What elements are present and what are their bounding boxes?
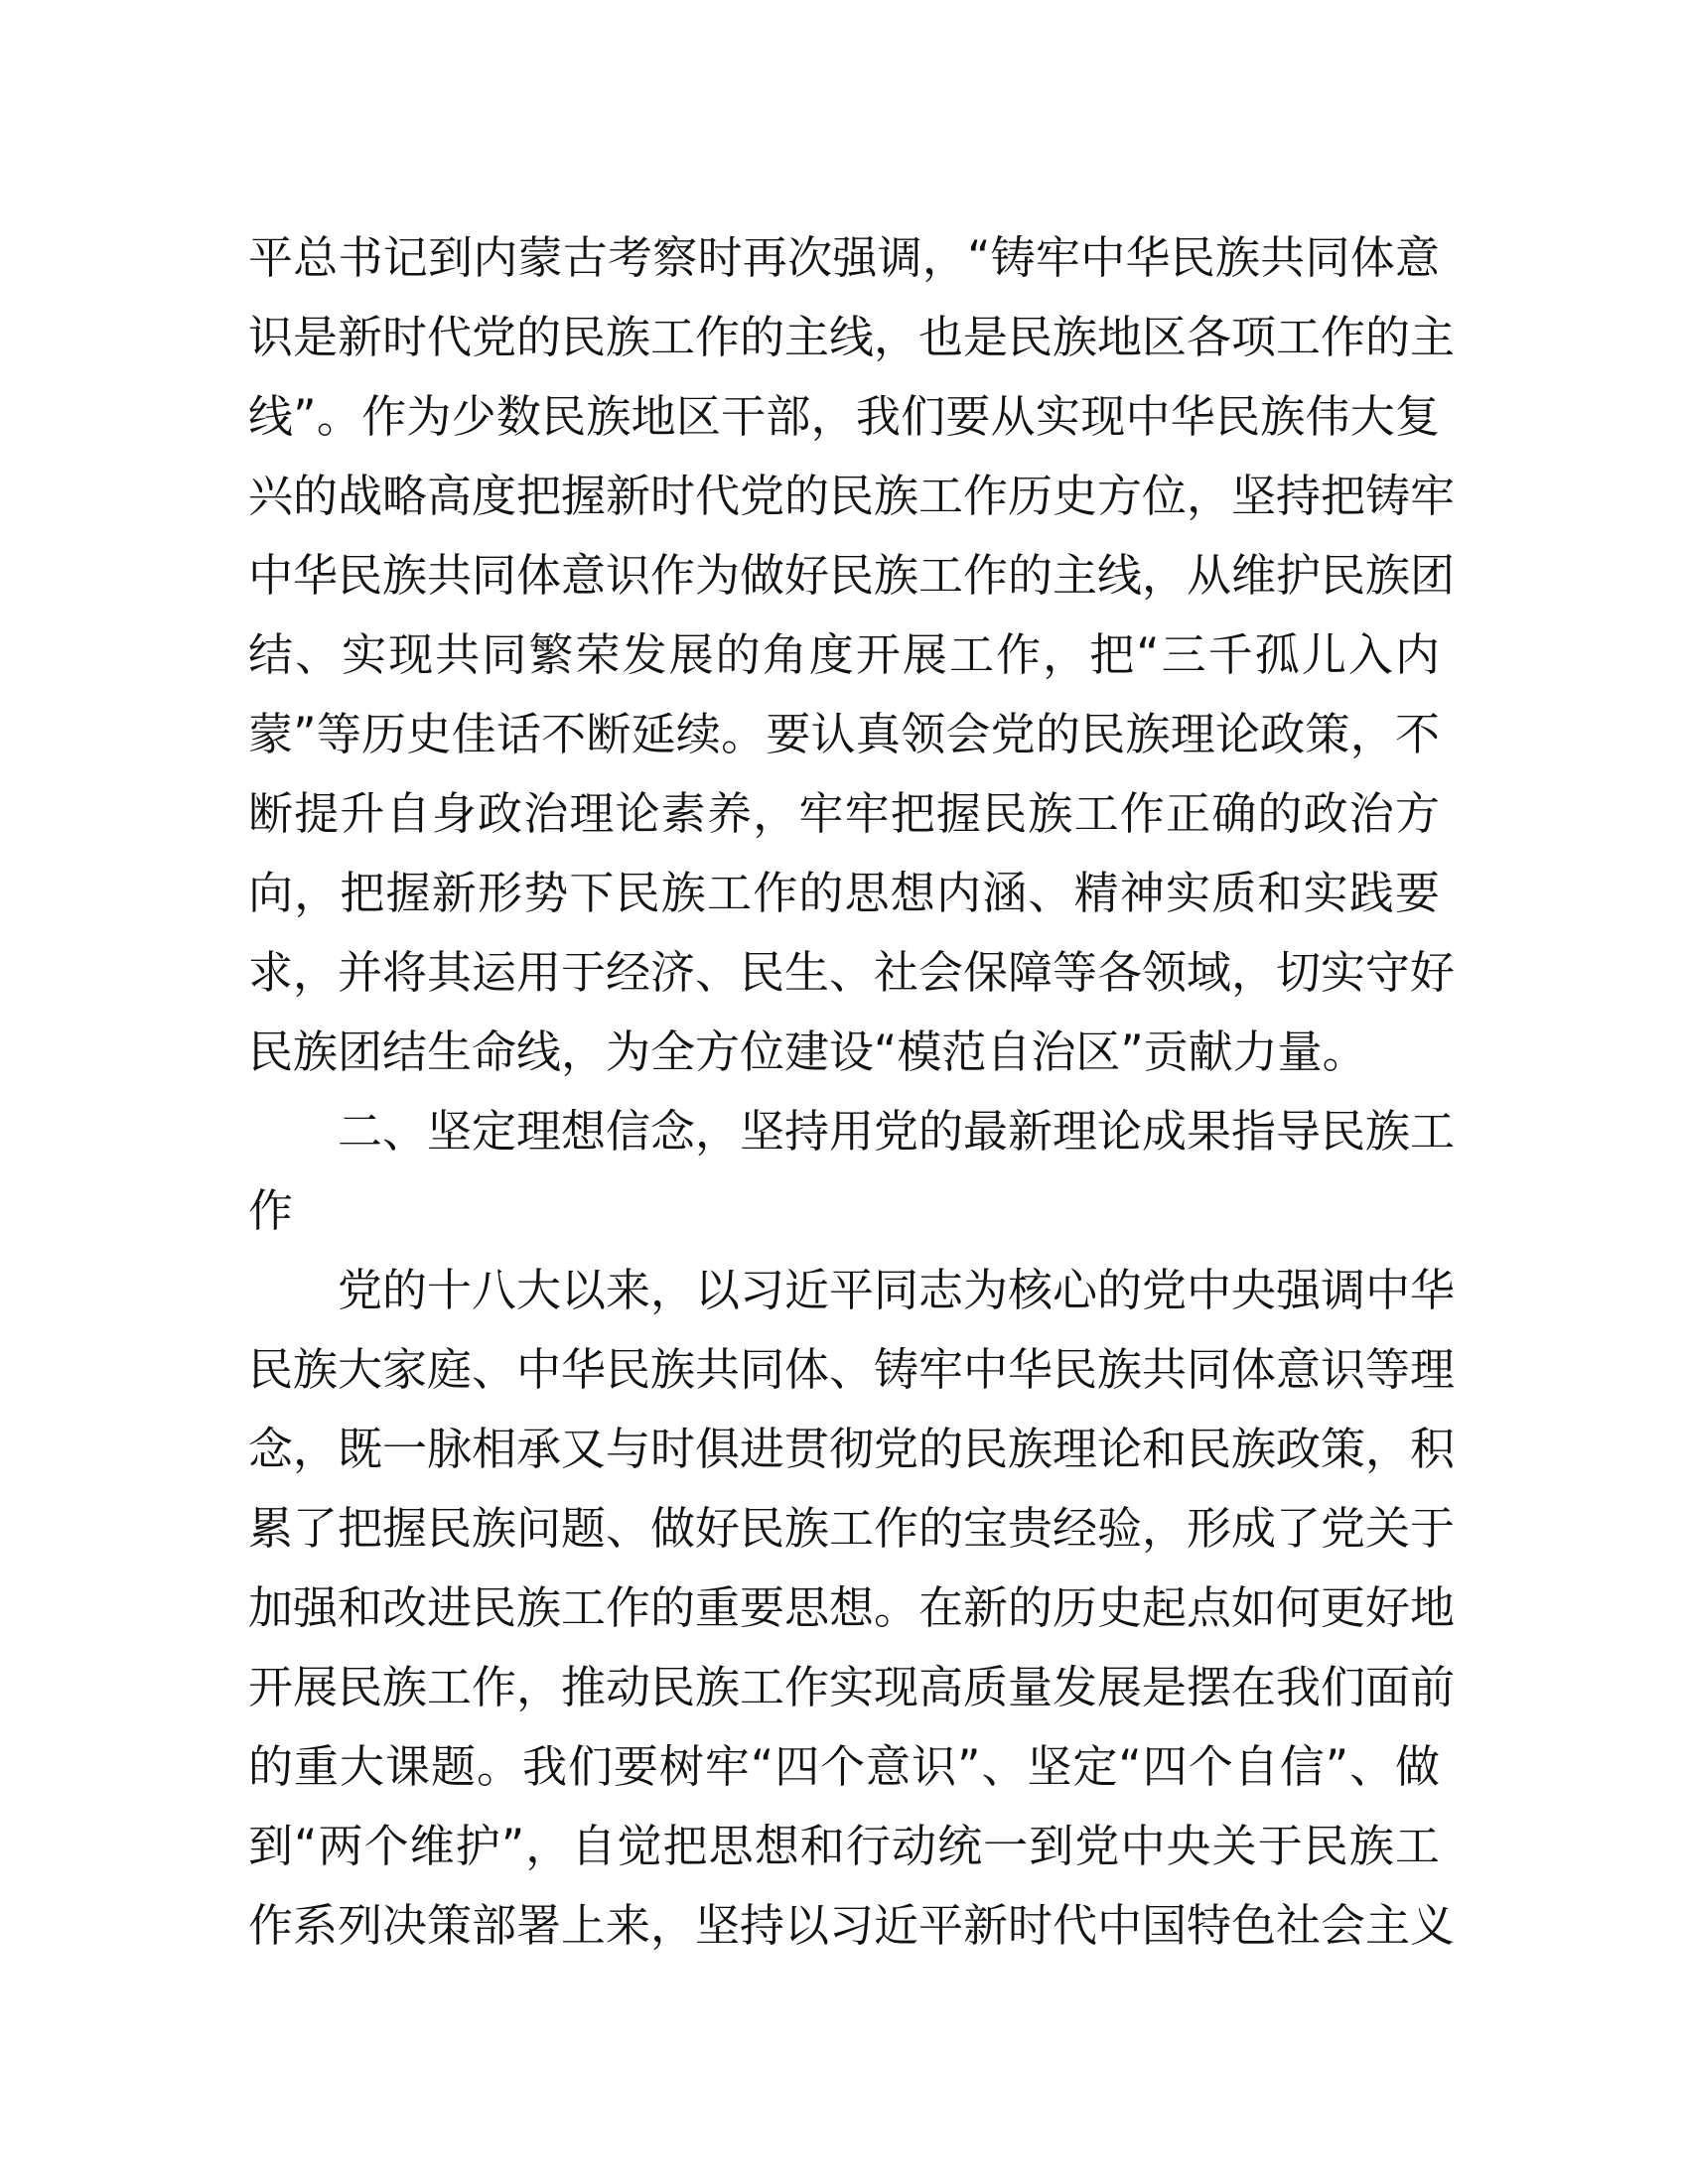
text-line: 作系列决策部署上来，坚持以习近平新时代中国特色社会主义	[248, 1899, 1456, 1952]
text-line: 线”。作为少数民族地区干部，我们要从实现中华民族伟大复	[248, 390, 1440, 443]
text-line: 民族大家庭、中华民族共同体、铸牢中华民族共同体意识等理	[248, 1343, 1456, 1396]
text-line: 民族团结生命线，为全方位建设“模范自治区”贡献力量。	[248, 1025, 1367, 1078]
text-line: 结、实现共同繁荣发展的角度开展工作，把“三千孤儿入内	[248, 628, 1440, 681]
text-line: 蒙”等历史佳话不断延续。要认真领会党的民族理论政策，不	[248, 708, 1440, 760]
text-line: 向，把握新形势下民族工作的思想内涵、精神实质和实践要	[248, 867, 1440, 919]
section-heading-continuation: 作	[248, 1184, 294, 1237]
text-line: 到“两个维护”，自觉把思想和行动统一到党中央关于民族工	[248, 1820, 1440, 1872]
text-line: 党的十八大以来，以习近平同志为核心的党中央强调中华	[338, 1264, 1456, 1316]
text-line: 的重大课题。我们要树牢“四个意识”、坚定“四个自信”、做	[248, 1740, 1440, 1793]
text-line: 累了把握民族问题、做好民族工作的宝贵经验，形成了党关于	[248, 1502, 1456, 1555]
text-line: 念，既一脉相承又与时俱进贯彻党的民族理论和民族政策，积	[248, 1423, 1456, 1475]
text-line: 平总书记到内蒙古考察时再次强调，“铸牢中华民族共同体意	[248, 231, 1440, 284]
text-line: 求，并将其运用于经济、民生、社会保障等各领域，切实守好	[248, 946, 1456, 999]
text-line: 断提升自身政治理论素养，牢牢把握民族工作正确的政治方	[248, 787, 1440, 840]
text-line: 开展民族工作，推动民族工作实现高质量发展是摆在我们面前	[248, 1661, 1456, 1713]
section-heading: 二、坚定理想信念，坚持用党的最新理论成果指导民族工	[338, 1105, 1456, 1158]
text-line: 加强和改进民族工作的重要思想。在新的历史起点如何更好地	[248, 1581, 1456, 1634]
text-line: 兴的战略高度把握新时代党的民族工作历史方位，坚持把铸牢	[248, 470, 1456, 522]
text-line: 识是新时代党的民族工作的主线，也是民族地区各项工作的主	[248, 311, 1456, 363]
text-line: 中华民族共同体意识作为做好民族工作的主线，从维护民族团	[248, 549, 1456, 602]
